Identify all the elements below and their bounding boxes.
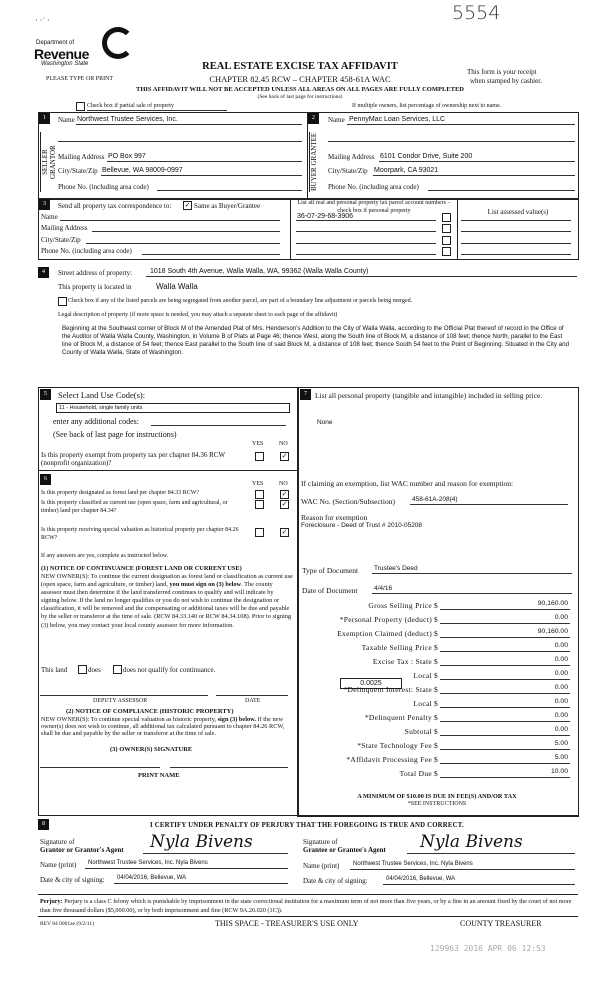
dollar-sign: $ <box>434 601 438 610</box>
tax-row-value[interactable]: 0.00 <box>554 670 568 677</box>
legal-description[interactable]: Beginning at the Southeast corner of Block M of the Amended Plat of Mrs. Henderson's Addition to the City of Walla Walla, according to the Official Plat thereof of record in the Office of the Auditor of Walla Walla County, Washington, in Volume B of Plats at Page 46; thence West, along the South line of Block M, a distance of 108 feet; thence North, parallel to the East line of Block M, a distance of 54 feet; thence East parallel to the South line of said Block M, a distance of 108 feet; thence South 54 feet to the Point of Beginning. Situated in the City and County of Walla Walla, State of Washington. <box>62 325 570 356</box>
date-label: DATE <box>245 698 261 704</box>
see-instructions: *SEE INSTRUCTIONS <box>407 801 467 807</box>
treasurer-use-label: THIS SPACE - TREASURER'S USE ONLY <box>215 919 359 928</box>
type-label: Type of Document <box>302 566 359 575</box>
multiple-owners-note: If multiple owners, list percentage of ownership next to name. <box>352 103 502 109</box>
text-bold: you must sign on (3) below <box>169 581 242 589</box>
deputy-assessor-line[interactable] <box>40 695 208 696</box>
certify-statement: I CERTIFY UNDER PENALTY OF PERJURY THAT THE FOREGOING IS TRUE AND CORRECT. <box>150 822 464 829</box>
section-number: 5 <box>40 389 51 400</box>
grantor-signature[interactable]: Nyla Bivens <box>150 832 253 852</box>
tax-row-label: Total Due <box>399 769 432 778</box>
label: Name (print) <box>303 862 340 870</box>
grantee-name-field[interactable]: Northwest Trustee Services, Inc. Nyla Bivens <box>353 861 473 867</box>
receipt-note-2: when stamped by cashier. <box>470 77 542 85</box>
dollar-sign: $ <box>434 629 438 638</box>
street-address-field[interactable]: 1018 South 4th Avenue, Walla Walla, WA, 99362 (Walla Walla County) <box>150 268 369 275</box>
send-label: Send all property tax correspondence to: <box>58 202 172 210</box>
label: Signature of <box>303 838 338 846</box>
tax-row-value[interactable]: 5.00 <box>554 740 568 747</box>
label: Mailing Address <box>328 153 375 161</box>
current-use-yes-checkbox[interactable] <box>255 500 264 509</box>
label: Street address of property: <box>58 269 133 277</box>
label: Phone No. (including area code) <box>328 183 419 191</box>
label: Date & city of signing: <box>40 876 105 884</box>
forest-no-checkbox[interactable]: ✓ <box>281 490 288 498</box>
text: . The county assessor must then determine if the land transferred continues to qualify and will indicate by signing below. If the land no longer qualifies or you do not wish to continue the designation or classification, it will be removed and the compensating or additional taxes will be due and payable by the seller or transferor at the time of sale. (RCW 84.33.140 or RCW 84.34.108). Prior to signing (3) below, you may contact your local county assessor for more information. <box>41 581 292 629</box>
owner-signature-title: (3) OWNER(S) SIGNATURE <box>110 746 193 753</box>
tax-row-label: Exemption Claimed (deduct) <box>337 629 432 638</box>
dollar-sign: $ <box>434 671 438 680</box>
minimum-note: A MINIMUM OF $10.00 IS DUE IN FEE(S) AND/OR TAX <box>357 793 517 800</box>
assessed-value-field[interactable] <box>461 220 571 221</box>
section-number: 1 <box>39 113 50 124</box>
tax-row-value[interactable]: 0.00 <box>554 642 568 649</box>
section-number: 3 <box>39 199 50 210</box>
assessed-header: List assessed value(s) <box>487 208 549 216</box>
document-date-field[interactable]: 4/4/16 <box>374 585 393 592</box>
wac-field[interactable]: 458-61A-208(4) <box>412 496 458 503</box>
located-in-field[interactable]: Walla Walla <box>156 282 198 291</box>
seller-phone-field[interactable] <box>157 190 302 191</box>
tax-row-label: Subtotal <box>404 727 432 736</box>
historic-yes-checkbox[interactable] <box>255 528 264 537</box>
dollar-sign: $ <box>434 713 438 722</box>
label: Date & city of signing: <box>303 877 368 885</box>
reason-field[interactable]: Foreclosure - Deed of Trust # 2010-05208 <box>301 522 423 529</box>
historic-question: Is this property receiving special valuation as historical property per chapter 84.26 RCW? <box>41 527 239 541</box>
section-number: 4 <box>38 267 49 278</box>
personal-property-checkbox[interactable] <box>442 224 451 233</box>
partial-sale-checkbox[interactable] <box>76 102 85 111</box>
tax-row-value[interactable]: 90,160.00 <box>537 600 568 607</box>
exempt-question: Is this property exempt from property tax per chapter 84.36 RCW (nonprofit organization)? <box>41 451 225 467</box>
historic-no-checkbox[interactable]: ✓ <box>281 528 288 536</box>
deputy-assessor-label: DEPUTY ASSESSOR <box>93 698 148 704</box>
local-rate-field[interactable]: 0.0025 <box>340 678 402 689</box>
personal-property-checkbox[interactable] <box>442 236 451 245</box>
tax-row-label: *State Technology Fee <box>357 741 432 750</box>
buyer-city-field[interactable]: Moorpark, CA 93021 <box>374 167 439 174</box>
tax-row-value[interactable]: 0.00 <box>554 614 568 621</box>
does-not-qualify-checkbox[interactable] <box>113 665 122 674</box>
seller-city-field[interactable]: Bellevue, WA 98009-0997 <box>102 167 183 174</box>
grantor-date-field[interactable]: 04/04/2016, Bellevue, WA <box>117 875 187 881</box>
form-title: REAL ESTATE EXCISE TAX AFFIDAVIT <box>202 61 398 72</box>
land-use-select[interactable]: 11 - Household, single family units <box>56 403 290 413</box>
logo-swirl-icon <box>102 27 134 59</box>
tax-row-label: Taxable Selling Price <box>361 643 432 652</box>
personal-property-checkbox[interactable] <box>442 247 451 256</box>
buyer-mailing-field[interactable]: 6101 Condor Drive, Suite 200 <box>380 153 473 160</box>
perjury-text: Perjury is a class C felony which is punishable by imprisonment in the state correctional institution for a maximum term of not more than five years, or by a fine in an amount fixed by the court of not more than five thousand dollars ($5,000.00), or by both imprisonment and fine (RCW 9A.20.020 (1C)). <box>40 898 572 914</box>
wac-label: WAC No. (Section/Subsection) <box>301 497 395 506</box>
label: Signature of <box>40 838 75 846</box>
section-number: 8 <box>38 819 49 830</box>
tax-row-label: Local <box>413 699 432 708</box>
additional-codes-field[interactable] <box>151 425 286 426</box>
label: Phone No. (including area code) <box>58 183 149 191</box>
tax-row-label: Gross Selling Price <box>368 601 432 610</box>
tax-row-value[interactable]: 0.00 <box>554 726 568 733</box>
current-use-no-checkbox[interactable]: ✓ <box>281 500 288 508</box>
corr-city-field[interactable] <box>86 243 280 244</box>
label: Mailing Address <box>41 224 88 232</box>
seller-name-field[interactable]: Northwest Trustee Services, Inc. <box>77 116 178 123</box>
yes-header: YES <box>252 481 264 487</box>
dollar-sign: $ <box>434 657 438 666</box>
segregated-checkbox[interactable] <box>58 297 67 306</box>
tax-row-label: *Affidavit Processing Fee <box>346 755 432 764</box>
exemption-label: If claiming an exemption, list WAC number and reason for exemption: <box>301 479 514 488</box>
logo-line2: Revenue <box>34 46 89 62</box>
tax-row-value[interactable]: 5.00 <box>554 754 568 761</box>
dollar-sign: $ <box>434 727 438 736</box>
perjury-bold: Perjury: <box>40 898 63 905</box>
owner-signature-line-2[interactable] <box>170 767 288 768</box>
see-back: (See back of last page for instructions) <box>257 94 343 100</box>
county-treasurer-label: COUNTY TREASURER <box>460 919 542 928</box>
personal-property-value[interactable]: None <box>317 419 333 426</box>
tax-row-value[interactable]: 0.00 <box>554 684 568 691</box>
partial-sale-label: Check box if partial sale of property <box>87 103 174 109</box>
no-header: NO <box>279 481 288 487</box>
tax-row-label: *Delinquent Interest: State <box>343 685 432 694</box>
buyer-side-label: BUYER GRANTEE <box>309 132 324 192</box>
personal-property-checkbox[interactable] <box>442 213 451 222</box>
label: Mailing Address <box>58 153 105 161</box>
text: NEW OWNER(S): To continue special valuation as historic property, <box>41 716 217 723</box>
yes-header: YES <box>252 441 264 447</box>
no-header: NO <box>279 441 288 447</box>
exempt-no-checkbox[interactable]: ✓ <box>281 452 288 460</box>
seller-side-label: SELLER GRANTOR <box>40 132 55 192</box>
dollar-sign: $ <box>434 755 438 764</box>
warning: THIS AFFIDAVIT WILL NOT BE ACCEPTED UNLESS ALL AREAS ON ALL PAGES ARE FULLY COMPLETED <box>136 86 464 93</box>
dollar-sign: $ <box>434 615 438 624</box>
document-type-field[interactable]: Trustee's Deed <box>374 565 418 572</box>
notice-continuance-text <box>41 573 293 630</box>
notice-continuance-title: (1) NOTICE OF CONTINUANCE (FOREST LAND OR CURRENT USE) <box>41 565 242 572</box>
current-use-question: Is this property classified as current use (open space, farm and agricultural, or timber) land per chapter 84.34? <box>41 500 228 514</box>
corr-mail-field[interactable] <box>92 231 280 232</box>
revision-code: REV 84 0001ae (9/2/11) <box>40 921 94 927</box>
reason-label: Reason for exemption <box>301 513 368 522</box>
notice-compliance-text <box>41 716 296 737</box>
tax-row-label: *Delinquent Penalty <box>364 713 432 722</box>
assessed-value-field[interactable] <box>461 254 571 255</box>
receipt-note: This form is your receipt <box>467 68 537 76</box>
text: NEW OWNER(S): To continue the current designation as forest land or classification as current use (open space, farm and agriculture, or timber) land, <box>41 573 293 589</box>
legal-label: Legal description of property (if more space is needed, you may attach a separate sheet to each page of the affidavit) <box>58 312 338 318</box>
same-as-buyer-label: Same as Buyer/Grantee <box>194 202 261 210</box>
dollar-sign: $ <box>434 685 438 694</box>
additional-codes-label: enter any additional codes: <box>53 417 139 426</box>
same-as-buyer-checkbox[interactable]: ✓ <box>184 201 191 209</box>
assessor-date-line[interactable] <box>216 695 288 696</box>
text: If the new owner(s) does not wish to continue, all additional tax calculated pursuant to chapter 84.26 RCW, shall be due and payable by the seller or transferor at the time of sale. <box>41 716 285 737</box>
tax-row-value[interactable]: 10.00 <box>550 768 568 775</box>
label: This property is located in <box>58 283 132 291</box>
grantor-name-field[interactable]: Northwest Trustee Services, Inc. Nyla Bivens <box>88 860 208 866</box>
buyer-phone-field[interactable] <box>428 190 575 191</box>
section-number: 7 <box>300 389 311 400</box>
print-name-label: PRINT NAME <box>138 772 180 779</box>
tax-row-value[interactable]: 90,160.00 <box>537 628 568 635</box>
form-subtitle: CHAPTER 82.45 RCW – CHAPTER 458-61A WAC <box>209 74 391 84</box>
label: City/State/Zip <box>41 236 81 244</box>
dollar-sign: $ <box>434 741 438 750</box>
land-use-label: Select Land Use Code(s): <box>58 390 146 400</box>
parcel-header: List all real and personal property tax parcel account numbers – check box if personal property <box>297 200 451 214</box>
dollar-sign: $ <box>434 699 438 708</box>
tax-row-value[interactable]: 0.00 <box>554 698 568 705</box>
tax-row-label: Excise Tax : State <box>372 657 432 666</box>
text-bold: sign (3) below. <box>217 716 256 723</box>
grantee-signature[interactable]: Nyla Bivens <box>420 832 523 852</box>
label: Name (print) <box>40 861 77 869</box>
forest-question: Is this property designated as forest land per chapter 84.33 RCW? <box>41 490 200 496</box>
date-label: Date of Document <box>302 586 358 595</box>
label: Grantor or Grantor's Agent <box>40 846 124 854</box>
label: Grantee or Grantee's Agent <box>303 846 386 854</box>
exempt-yes-checkbox[interactable] <box>255 452 264 461</box>
parcel-number[interactable]: 36-07-29-68-3906 <box>297 213 354 220</box>
document-number: 5554 <box>452 2 501 24</box>
label: City/State/Zip <box>328 167 368 175</box>
label: Name <box>41 213 58 221</box>
if-yes-note: If any answers are yes, complete as instructed below. <box>41 553 169 559</box>
assessed-value-field[interactable] <box>461 231 571 232</box>
dollar-sign: $ <box>434 643 438 652</box>
tax-row-label: Local <box>413 671 432 680</box>
segregated-label: Check box if any of the listed parcels are being segregated from another parcel, are part of a boundary line adjustment or parcels being merged. <box>68 298 413 304</box>
does-label: does <box>88 666 101 674</box>
owner-signature-line[interactable] <box>40 767 160 768</box>
section-number: 2 <box>308 113 319 124</box>
see-back: (See back of last page for instructions) <box>53 430 177 439</box>
personal-property-label: List all personal property (tangible and intangible) included in selling price. <box>315 391 543 400</box>
scan-dots: · ·˙ · <box>35 16 50 25</box>
tax-row-label: *Personal Property (deduct) <box>339 615 432 624</box>
tax-row-value[interactable]: 0.00 <box>554 712 568 719</box>
assessed-value-field[interactable] <box>461 243 571 244</box>
logo-line1: Department of <box>36 40 75 46</box>
label: Phone No. (including area code) <box>41 247 132 255</box>
does-qualify-checkbox[interactable] <box>78 665 87 674</box>
corr-name-field[interactable] <box>60 220 280 221</box>
does-not-label: does not qualify for continuance. <box>123 666 216 674</box>
label: Name <box>58 116 75 124</box>
logo-line3: Washington State <box>41 61 89 67</box>
treasurer-stamp: 129963 2016 APR 06 12:53 <box>430 944 546 953</box>
label: Name <box>328 116 345 124</box>
corr-phone-field[interactable] <box>142 254 280 255</box>
this-land-label: This land <box>41 666 68 674</box>
forest-yes-checkbox[interactable] <box>255 490 264 499</box>
tax-row-value[interactable]: 0.00 <box>554 656 568 663</box>
notice-compliance-title: (2) NOTICE OF COMPLIANCE (HISTORIC PROPERTY) <box>66 708 234 715</box>
seller-mailing-field[interactable]: PO Box 997 <box>108 153 146 160</box>
grantee-date-field[interactable]: 04/04/2016, Bellevue, WA <box>386 876 456 882</box>
dollar-sign: $ <box>434 769 438 778</box>
section-number: 6 <box>40 474 51 485</box>
please-type: PLEASE TYPE OR PRINT <box>46 76 114 82</box>
buyer-name-field[interactable]: PennyMac Loan Services, LLC <box>349 116 446 123</box>
label: City/State/Zip <box>58 167 98 175</box>
perjury-note <box>40 897 577 915</box>
